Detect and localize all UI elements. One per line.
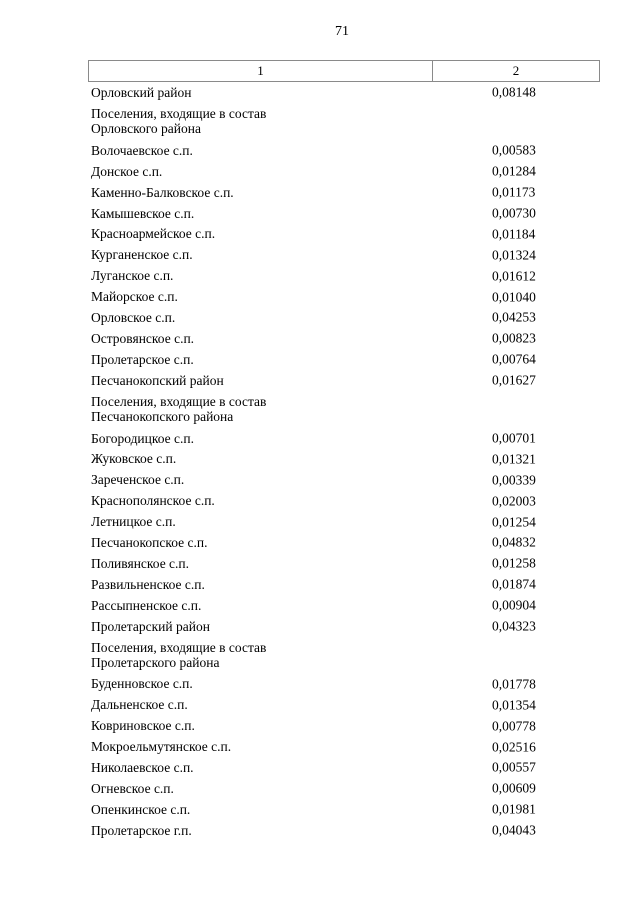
table-row bbox=[91, 140, 600, 161]
row-value: 0,00339 bbox=[492, 472, 536, 488]
table-row bbox=[91, 490, 600, 511]
row-value: 0,01173 bbox=[492, 184, 536, 200]
row-value: 0,01627 bbox=[492, 372, 536, 388]
row-value: 0,01981 bbox=[492, 801, 536, 817]
row-name: Волочаевское с.п. bbox=[91, 142, 193, 158]
table-row bbox=[91, 469, 600, 490]
row-name: Пролетарское с.п. bbox=[91, 351, 194, 367]
table-row bbox=[91, 223, 600, 244]
row-name: Поселения, входящие в состав Песчанокопского района bbox=[91, 394, 267, 425]
row-value: 0,02516 bbox=[492, 739, 536, 755]
page-number: 71 bbox=[335, 24, 349, 39]
table-row bbox=[91, 203, 600, 224]
row-name: Краснополянское с.п. bbox=[91, 493, 215, 509]
row-value: 0,01324 bbox=[492, 247, 536, 263]
table-row bbox=[91, 694, 600, 715]
row-name: Донское с.п. bbox=[91, 163, 163, 179]
row-name: Жуковское с.п. bbox=[91, 451, 177, 467]
table-header bbox=[88, 60, 600, 82]
row-name: Дальненское с.п. bbox=[91, 697, 188, 713]
row-value: 0,08148 bbox=[492, 84, 536, 100]
row-value: 0,00764 bbox=[492, 351, 536, 367]
table-row bbox=[91, 757, 600, 778]
row-name: Зареченское с.п. bbox=[91, 472, 185, 488]
row-name: Камышевское с.п. bbox=[91, 205, 195, 221]
row-name: Опенкинское с.п. bbox=[91, 801, 191, 817]
table-row bbox=[91, 673, 600, 694]
table-row bbox=[91, 161, 600, 182]
table-row bbox=[91, 307, 600, 328]
row-value: 0,04043 bbox=[492, 822, 536, 838]
table-row bbox=[91, 82, 600, 103]
row-name: Пролетарский район bbox=[91, 618, 210, 634]
row-value: 0,01874 bbox=[492, 576, 536, 592]
row-name: Пролетарское г.п. bbox=[91, 822, 192, 838]
row-name: Мокроельмутянское с.п. bbox=[91, 739, 232, 755]
table-row bbox=[91, 428, 600, 449]
row-value: 0,01354 bbox=[492, 697, 536, 713]
row-name: Николаевское с.п. bbox=[91, 759, 194, 775]
row-name: Поливянское с.п. bbox=[91, 555, 190, 571]
row-name: Майорское с.п. bbox=[91, 289, 178, 305]
table-row bbox=[91, 391, 600, 428]
row-value: 0,01778 bbox=[492, 676, 536, 692]
table-row bbox=[91, 244, 600, 265]
table-row bbox=[91, 778, 600, 799]
row-name: Летницкое с.п. bbox=[91, 514, 176, 530]
row-name: Красноармейское с.п. bbox=[91, 226, 216, 242]
row-value: 0,02003 bbox=[492, 493, 536, 509]
row-value: 0,01612 bbox=[492, 268, 536, 284]
row-name: Огневское с.п. bbox=[91, 780, 174, 796]
row-name: Песчанокопский район bbox=[91, 372, 224, 388]
row-value: 0,01040 bbox=[492, 289, 536, 305]
row-value: 0,04832 bbox=[492, 534, 536, 550]
table-row bbox=[91, 715, 600, 736]
row-value: 0,00730 bbox=[492, 205, 536, 221]
row-name: Поселения, входящие в состав Пролетарского района bbox=[91, 639, 267, 670]
row-value: 0,01254 bbox=[492, 514, 536, 530]
row-name: Орловское с.п. bbox=[91, 309, 176, 325]
row-value: 0,01321 bbox=[492, 451, 536, 467]
row-value: 0,01258 bbox=[492, 555, 536, 571]
row-value: 0,00701 bbox=[492, 430, 536, 446]
table-row bbox=[91, 328, 600, 349]
column-header-2: 2 bbox=[512, 63, 520, 78]
table-row bbox=[91, 595, 600, 616]
row-name: Луганское с.п. bbox=[91, 268, 174, 284]
table-row bbox=[91, 616, 600, 637]
row-name: Песчанокопское с.п. bbox=[91, 534, 208, 550]
row-name: Орловский район bbox=[91, 84, 192, 100]
row-name: Поселения, входящие в состав Орловского района bbox=[91, 106, 267, 137]
row-value: 0,01284 bbox=[492, 163, 536, 179]
table-row bbox=[91, 182, 600, 203]
row-name: Курганенское с.п. bbox=[91, 247, 193, 263]
row-value: 0,00609 bbox=[492, 780, 536, 796]
table-row bbox=[91, 553, 600, 574]
row-value: 0,00904 bbox=[492, 597, 536, 613]
table-row bbox=[91, 574, 600, 595]
row-name: Ковриновское с.п. bbox=[91, 718, 195, 734]
column-header-1: 1 bbox=[89, 61, 433, 81]
row-value: 0,01184 bbox=[492, 226, 536, 242]
table-row bbox=[91, 286, 600, 307]
row-name: Каменно-Балковское с.п. bbox=[91, 184, 234, 200]
row-name: Буденновское с.п. bbox=[91, 676, 193, 692]
table-row bbox=[91, 511, 600, 532]
row-name: Богородицкое с.п. bbox=[91, 430, 195, 446]
row-value: 0,00583 bbox=[492, 142, 536, 158]
table-row bbox=[91, 736, 600, 757]
table-row bbox=[91, 103, 600, 140]
table-row bbox=[91, 799, 600, 820]
table-row bbox=[91, 820, 600, 841]
table-row bbox=[91, 349, 600, 370]
row-value: 0,00823 bbox=[492, 330, 536, 346]
row-value: 0,04253 bbox=[492, 309, 536, 325]
row-name: Развильненское с.п. bbox=[91, 576, 205, 592]
row-name: Рассыпненское с.п. bbox=[91, 597, 202, 613]
row-name: Островянское с.п. bbox=[91, 330, 195, 346]
table-row bbox=[91, 370, 600, 391]
row-value: 0,04323 bbox=[492, 618, 536, 634]
row-value: 0,00557 bbox=[492, 759, 536, 775]
row-value: 0,00778 bbox=[492, 718, 536, 734]
table-body bbox=[91, 82, 600, 841]
table-row bbox=[91, 636, 600, 673]
table-row bbox=[91, 265, 600, 286]
table-row bbox=[91, 448, 600, 469]
table-row bbox=[91, 532, 600, 553]
